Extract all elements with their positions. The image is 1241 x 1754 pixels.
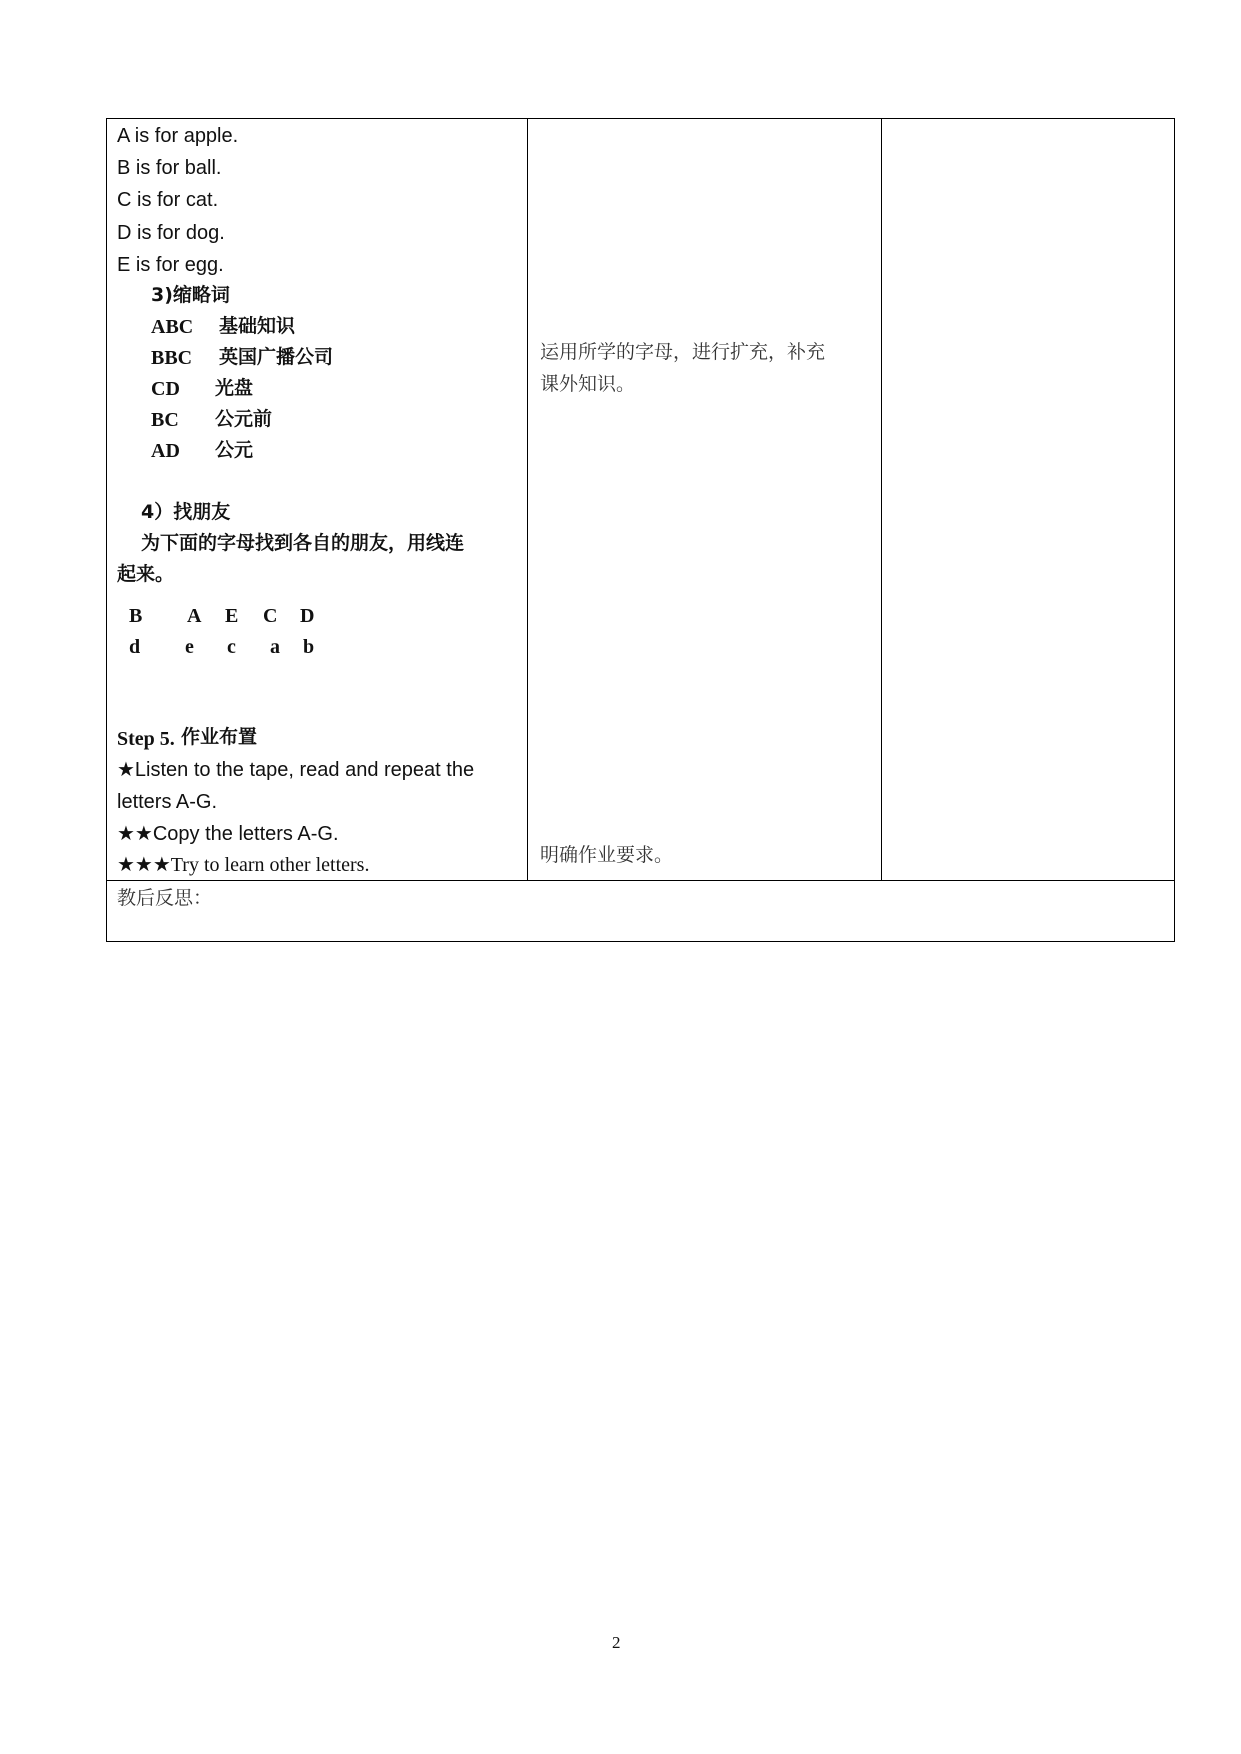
step5-label: Step 5. — [117, 728, 175, 750]
column-divider — [527, 119, 528, 880]
teaching-note: 明确作业要求。 — [540, 844, 674, 866]
friends-heading: 4）找朋友 — [141, 501, 231, 523]
teaching-note: 运用所学的字母，进行扩充，补充 — [540, 341, 826, 363]
homework-item — [117, 855, 369, 875]
star-icons: ★★★ — [117, 854, 171, 876]
phrase-line: B is for ball. — [117, 157, 222, 179]
lower-letter: e — [185, 636, 194, 658]
row-divider — [107, 880, 1174, 881]
column-divider — [881, 119, 882, 880]
upper-letter: C — [263, 605, 278, 627]
phrase-line: C is for cat. — [117, 189, 219, 211]
upper-letter: A — [187, 605, 202, 627]
phrase-line: A is for apple. — [117, 125, 239, 147]
abbr-meaning: 公元 — [215, 439, 254, 461]
abbr-meaning: 英国广播公司 — [219, 346, 334, 368]
step5-title: 作业布置 — [181, 726, 258, 748]
lower-letter: c — [227, 636, 236, 658]
abbr-meaning: 公元前 — [215, 408, 273, 430]
abbr-term: ABC — [151, 316, 194, 338]
page-number: 2 — [612, 1633, 621, 1652]
homework-item: ★★Copy the letters A-G. — [117, 823, 339, 845]
lower-letter: d — [129, 636, 141, 658]
abbr-term: BC — [151, 409, 179, 431]
abbr-heading: 3)缩略词 — [151, 284, 230, 306]
homework-item: letters A-G. — [117, 791, 218, 813]
reflection-label: 教后反思： — [117, 887, 213, 909]
homework-text: Try to learn other letters. — [170, 854, 370, 876]
upper-letter: B — [129, 605, 143, 627]
abbr-term: CD — [151, 378, 180, 400]
lesson-plan-table — [106, 118, 1175, 942]
abbr-meaning: 基础知识 — [219, 315, 296, 337]
friends-instruction: 为下面的字母找到各自的朋友，用线连 — [141, 532, 465, 554]
lower-letter: a — [270, 636, 280, 658]
lower-letter: b — [303, 636, 315, 658]
abbr-term: AD — [151, 440, 180, 462]
homework-item: ★Listen to the tape, read and repeat the — [117, 759, 475, 781]
teaching-note: 课外知识。 — [540, 373, 636, 395]
abbr-term: BBC — [151, 347, 193, 369]
friends-instruction: 起来。 — [117, 563, 175, 585]
phrase-line: E is for egg. — [117, 254, 224, 276]
phrase-line: D is for dog. — [117, 222, 225, 244]
abbr-meaning: 光盘 — [215, 377, 254, 399]
upper-letter: D — [300, 605, 315, 627]
upper-letter: E — [225, 605, 239, 627]
